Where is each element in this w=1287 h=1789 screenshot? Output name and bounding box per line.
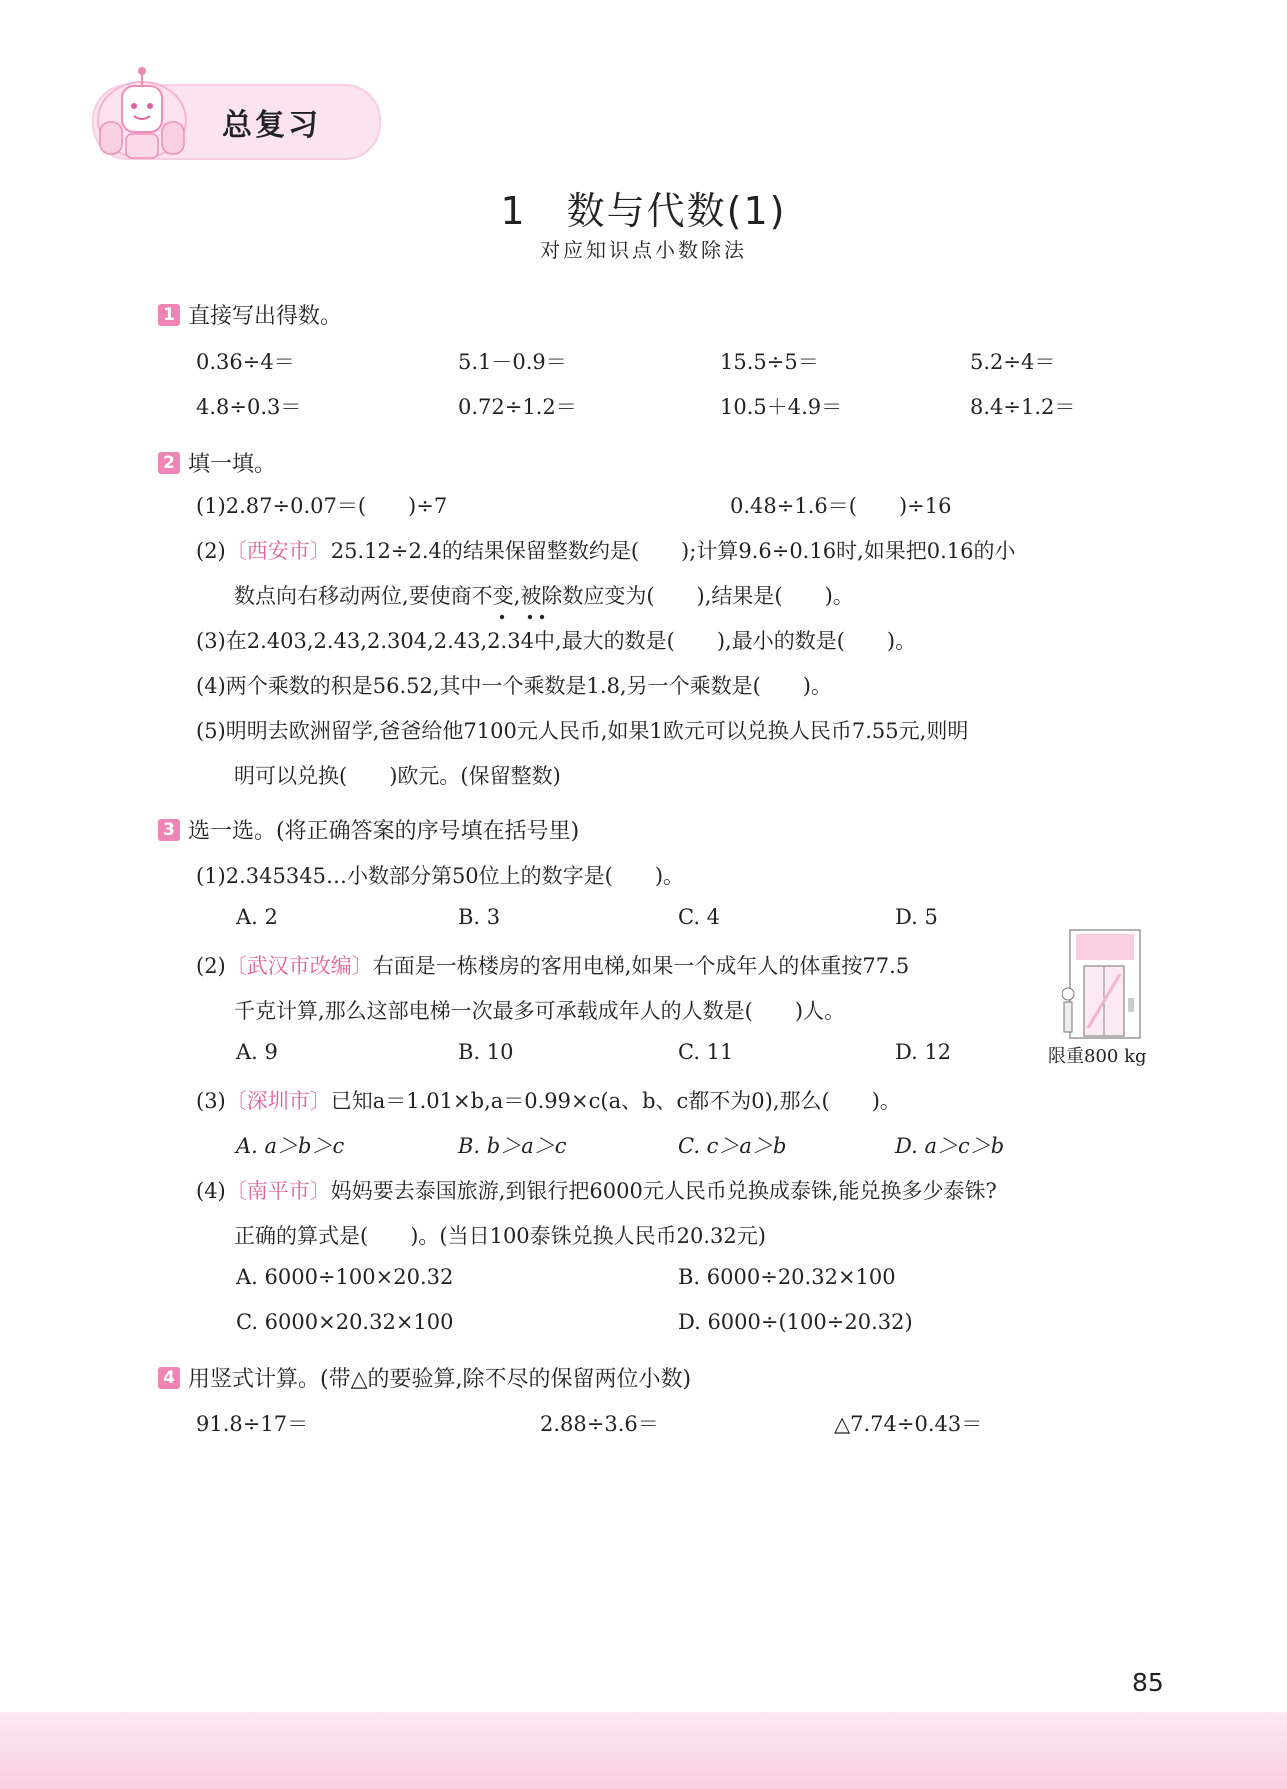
question-4-heading [158, 1362, 691, 1393]
question-1-heading [158, 299, 342, 330]
q3-sub-2 [196, 950, 909, 980]
question-2-prompt: 填一填。 [188, 452, 277, 477]
option: D. 12 [895, 1040, 952, 1064]
source-tag: 〔南平市〕 [225, 1179, 331, 1203]
elevator-caption: 限重800 kg [1048, 1046, 1147, 1067]
q4-item: 91.8÷17＝ [196, 1412, 309, 1436]
question-number-badge: 4 [158, 1367, 180, 1389]
source-tag: 〔深圳市〕 [225, 1089, 331, 1113]
q1-item: 5.1－0.9＝ [458, 350, 567, 374]
option: A. a＞b＞c [236, 1134, 345, 1158]
option: A. 6000÷100×20.32 [236, 1265, 454, 1289]
page-title: 1 数与代数(1) [500, 189, 787, 233]
question-number-badge: 3 [158, 819, 180, 841]
source-tag: 〔武汉市改编〕 [225, 954, 373, 978]
page-subtitle: 对应知识点小数除法 [540, 238, 747, 262]
section-title: 总复习 [222, 108, 321, 143]
q4-item: △7.74÷0.43＝ [834, 1412, 983, 1436]
question-1-prompt: 直接写出得数。 [188, 304, 343, 329]
q3-sub-2-text: 右面是一栋楼房的客用电梯,如果一个成年人的体重按77.5 [372, 954, 910, 978]
q1-item: 0.36÷4＝ [196, 350, 295, 374]
option: A. 9 [236, 1040, 278, 1064]
option: D. 5 [895, 905, 938, 929]
q2-line-5: (4)两个乘数的积是56.52,其中一个乘数是1.8,另一个乘数是( )。 [196, 674, 832, 698]
q2-line-1a: (1)2.87÷0.07＝( )÷7 [196, 494, 448, 518]
q3-sub-3-text: 已知a＝1.01×b,a＝0.99×c(a、b、c都不为0),那么( )。 [330, 1089, 901, 1113]
question-3-prompt: 选一选。(将正确答案的序号填在括号里) [188, 819, 580, 844]
q2-line-6: (5)明明去欧洲留学,爸爸给他7100元人民币,如果1欧元可以兑换人民币7.55元,则明 [196, 719, 969, 743]
option: D. 6000÷(100÷20.32) [678, 1310, 913, 1334]
q2-line-7: 明可以兑换( )欧元。(保留整数) [234, 764, 561, 788]
question-4-prompt: 用竖式计算。(带△的要验算,除不尽的保留两位小数) [188, 1367, 692, 1392]
elevator-icon [1062, 928, 1148, 1040]
option: C. c＞a＞b [678, 1134, 787, 1158]
footer-band [0, 1712, 1287, 1789]
q3-sub-2-line-2: 千克计算,那么这部电梯一次最多可承载成年人的人数是( )人。 [234, 999, 846, 1023]
q1-item: 4.8÷0.3＝ [196, 395, 302, 419]
q1-item: 5.2÷4＝ [970, 350, 1056, 374]
robot-mascot-icon [82, 60, 202, 170]
q1-item: 0.72÷1.2＝ [458, 395, 577, 419]
option: D. a＞c＞b [895, 1134, 1005, 1158]
question-number-badge: 1 [158, 304, 180, 326]
option: C. 6000×20.32×100 [236, 1310, 454, 1334]
question-number-badge: 2 [158, 452, 180, 474]
option: B. b＞a＞c [458, 1134, 567, 1158]
repeating-decimal-dots [490, 612, 560, 622]
q3-sub-1: (1)2.345345…小数部分第50位上的数字是( )。 [196, 864, 685, 888]
q2-line-4: (3)在2.403,2.43,2.304,2.43,2.34中,最大的数是( ),最小的数是( )。 [196, 629, 917, 653]
q2-line-2-text: 25.12÷2.4的结果保留整数约是( );计算9.6÷0.16时,如果把0.16的小 [330, 539, 1016, 563]
page-number: 85 [1132, 1668, 1164, 1697]
q4-item: 2.88÷3.6＝ [540, 1412, 659, 1436]
q3-sub-4-text: 妈妈要去泰国旅游,到银行把6000元人民币兑换成泰铢,能兑换多少泰铢? [330, 1179, 997, 1203]
q2-line-3: 数点向右移动两位,要使商不变,被除数应变为( ),结果是( )。 [234, 584, 854, 608]
item-number: (4) [196, 1179, 226, 1203]
q3-sub-4-line-2: 正确的算式是( )。(当日100泰铢兑换人民币20.32元) [234, 1224, 766, 1248]
item-number: (3) [196, 1089, 226, 1113]
q2-line-1b: 0.48÷1.6＝( )÷16 [730, 494, 952, 518]
q1-item: 15.5÷5＝ [720, 350, 819, 374]
question-3-heading [158, 814, 579, 845]
option: C. 11 [678, 1040, 734, 1064]
option: B. 6000÷20.32×100 [678, 1265, 896, 1289]
option: C. 4 [678, 905, 721, 929]
q2-line-2 [196, 535, 1016, 565]
source-tag: 〔西安市〕 [225, 539, 331, 563]
q1-item: 8.4÷1.2＝ [970, 395, 1076, 419]
option: B. 10 [458, 1040, 514, 1064]
item-number: (2) [196, 954, 226, 978]
q3-sub-3 [196, 1085, 901, 1115]
option: B. 3 [458, 905, 501, 929]
q1-item: 10.5＋4.9＝ [720, 395, 843, 419]
question-2-heading [158, 447, 276, 478]
q3-sub-4 [196, 1175, 997, 1205]
item-number: (2) [196, 539, 226, 563]
option: A. 2 [236, 905, 278, 929]
